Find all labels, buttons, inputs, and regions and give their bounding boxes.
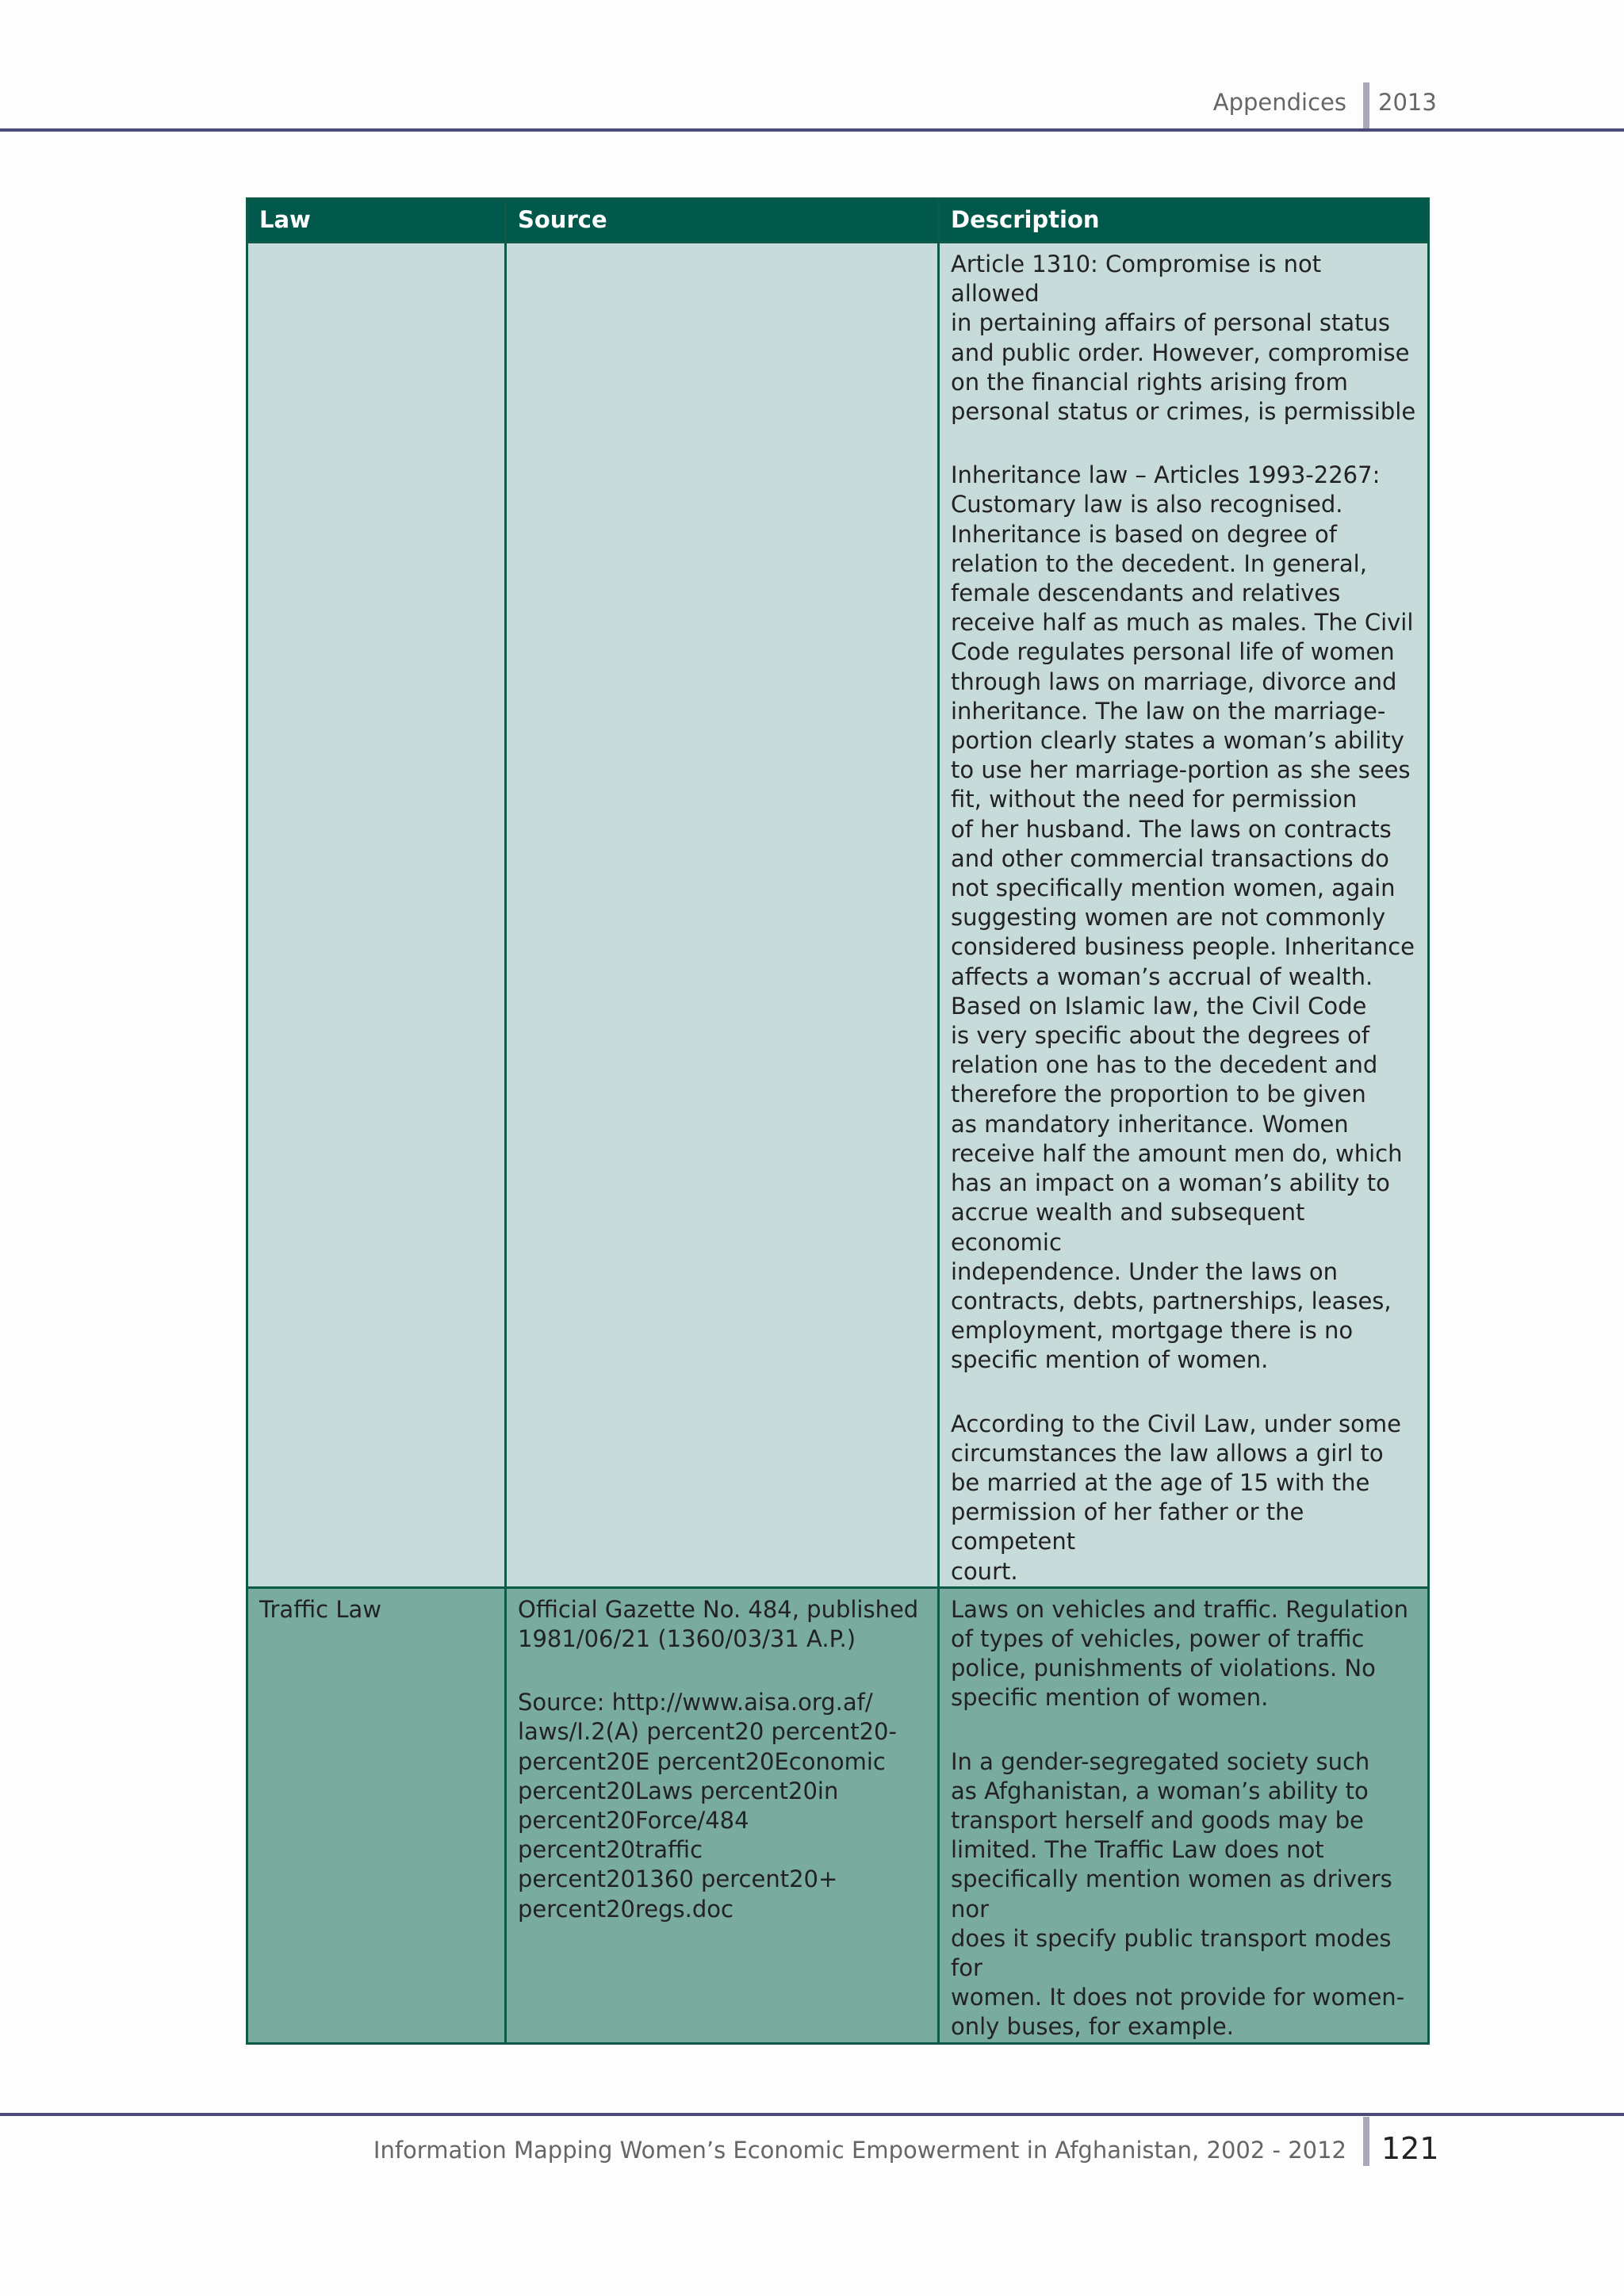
source-paragraph: Official Gazette No. 484, published 1981/06/21 (1360/03/31 A.P.)	[518, 1595, 919, 1652]
description-paragraph: Laws on vehicles and traffic. Regulation of types of vehicles, power of traffic police, punishments of violations. No specific mention of women.	[951, 1595, 1409, 1712]
description-paragraph: Inheritance law – Articles 1993-2267: Customary law is also recognised. Inheritance is based on degree of relation to the decedent. In general, female descendants and relatives receive half as much as males. The Civil Code regulates personal life of women through laws on marriage, divorce and inheritance. The law on the marriage- portion clearly states a woman’s ability to use her marriage-portion as she sees fit, without the need for permission of her husband. The laws on contracts and other commercial transactions do not specifically mention women, again suggesting women are not commonly considered business people. Inheritance affects a woman’s accrual of wealth. Based on Islamic law, the Civil Code is very specific about the degrees of relation one has to the decedent and therefore the proportion to be given as mandatory inheritance. Women receive half the amount men do, which has an impact on a woman’s ability to accrue wealth and subsequent economic independence. Under the laws on contracts, debts, partnerships, leases, employment, mortgage there is no specific mention of women.	[951, 461, 1415, 1374]
header-year: 2013	[1378, 89, 1437, 116]
column-header-description: Description	[939, 199, 1429, 243]
description-paragraph: Article 1310: Compromise is not allowed in pertaining affairs of personal status and public order. However, compromise on the financial rights arising from personal status or crimes, is permissible	[951, 251, 1416, 426]
header-section-label: Appendices	[1212, 89, 1346, 116]
footer-rule	[0, 2113, 1624, 2116]
table-row	[247, 243, 1429, 1588]
cell-law: Traffic Law	[247, 1587, 506, 2043]
column-header-source: Source	[506, 199, 939, 243]
page-number: 121	[1381, 2131, 1439, 2166]
header-rule	[0, 128, 1624, 132]
cell-description	[939, 243, 1429, 1588]
table-row	[247, 1587, 1429, 2043]
table-header-row	[247, 199, 1429, 243]
footer-title: Information Mapping Women’s Economic Empowerment in Afghanistan, 2002 - 2012	[373, 2137, 1346, 2164]
description-paragraph: In a gender-segregated society such as Afghanistan, a woman’s ability to transport herself and goods may be limited. The Traffic Law does not specifically mention women as drivers nor does it specify public transport modes for women. It does not provide for women- only buses, for example.	[951, 1747, 1405, 2041]
description-paragraph: According to the Civil Law, under some circumstances the law allows a girl to be married at the age of 15 with the permission of her father or the competent court.	[951, 1410, 1401, 1585]
column-header-law: Law	[247, 199, 506, 243]
cell-source	[506, 243, 939, 1588]
cell-law	[247, 243, 506, 1588]
source-url: Source: http://www.aisa.org.af/ laws/I.2(A) percent20 percent20- percent20E percent20Economic percent20Laws percent20in percent20Force/484 percent20traffic percent201360 percent20+ percent20regs.doc	[518, 1689, 897, 1923]
footer-separator	[1363, 2117, 1369, 2166]
law-table	[246, 197, 1430, 2045]
header-separator	[1363, 82, 1369, 130]
cell-description	[939, 1587, 1429, 2043]
cell-source	[506, 1587, 939, 2043]
